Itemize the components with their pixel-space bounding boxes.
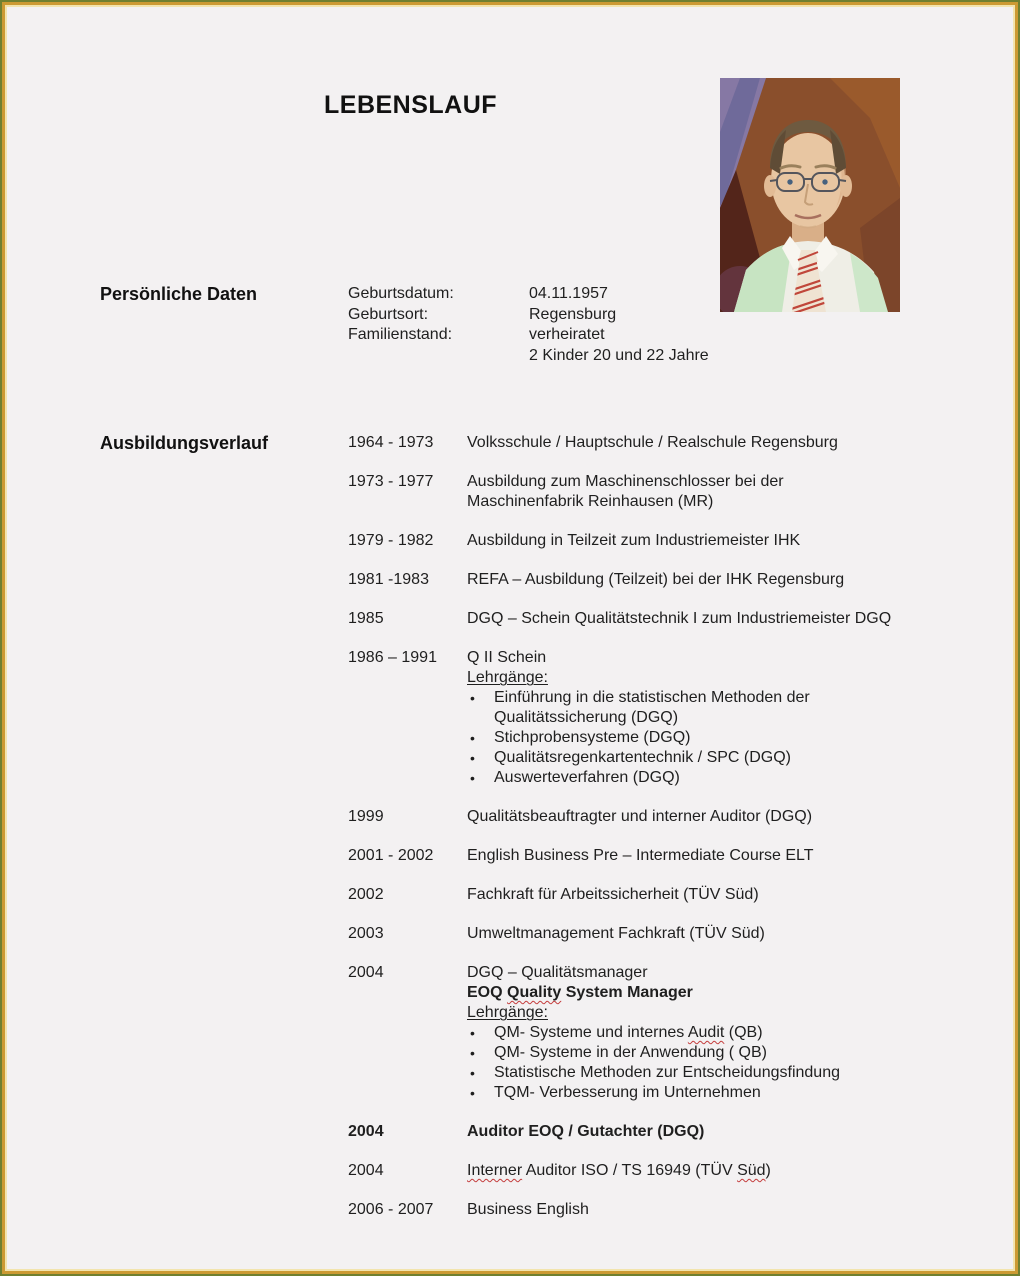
- education-entry: [348, 807, 960, 827]
- text-part: (QB): [724, 1024, 763, 1041]
- entry-text: REFA – Ausbildung (Teilzeit) bei der IHK Regensburg: [467, 571, 845, 588]
- entry-text: Q II Schein: [467, 649, 547, 666]
- entry-text: Fachkraft für Arbeitssicherheit (TÜV Süd): [467, 886, 759, 903]
- entry-period: 2004: [348, 1123, 384, 1140]
- text-part: System Manager: [561, 984, 693, 1001]
- entry-text: [467, 983, 960, 1003]
- bullet-item: [467, 728, 960, 748]
- entry-period: 2002: [348, 886, 384, 903]
- education-entry: [348, 1161, 960, 1181]
- education-entry: [348, 963, 960, 1103]
- cv-page: [7, 7, 1013, 1269]
- bullet-item: [467, 768, 960, 788]
- entry-text: Einführung in die statistischen Methoden der: [494, 689, 810, 706]
- text-part: Auditor ISO / TS 16949 (TÜV: [522, 1162, 738, 1179]
- education-entry: [348, 885, 960, 905]
- personal-data-section: [100, 284, 900, 366]
- bullet-item: [467, 1023, 960, 1043]
- entry-period: 2001 - 2002: [348, 847, 434, 864]
- entry-text: Statistische Methoden zur Entscheidungsfindung: [494, 1064, 840, 1081]
- field-label: [348, 346, 529, 367]
- text-part: QM- Systeme und internes: [494, 1024, 688, 1041]
- entry-sublabel: [467, 1003, 960, 1023]
- misspelled-word: Quality: [507, 984, 562, 1001]
- entry-period: 1973 - 1977: [348, 473, 434, 490]
- bullet-item: [467, 688, 960, 728]
- bullet-icon: •: [470, 730, 475, 746]
- entry-period: 1999: [348, 808, 384, 825]
- portrait-photo: [720, 78, 900, 312]
- entry-text: Stichprobensysteme (DGQ): [494, 729, 691, 746]
- education-entry: [348, 1122, 960, 1142]
- bullet-icon: •: [470, 1025, 475, 1041]
- bullet-icon: •: [470, 690, 475, 706]
- misspelled-word: Audit: [687, 1024, 725, 1041]
- education-entry: [348, 472, 960, 512]
- misspelled-word: Interner: [467, 1162, 523, 1179]
- education-entry: [348, 433, 960, 453]
- field-value: 2 Kinder 20 und 22 Jahre: [529, 346, 709, 364]
- education-entries: [348, 433, 960, 1220]
- entry-text: DGQ – Qualitätsmanager: [467, 964, 648, 981]
- misspelled-word: Süd: [737, 1162, 766, 1179]
- underlined-label: Lehrgänge:: [467, 1004, 548, 1021]
- entry-text: Qualitätssicherung (DGQ): [494, 709, 679, 726]
- education-entry: [348, 924, 960, 944]
- education-entry: [348, 609, 960, 629]
- bullet-item: [467, 748, 960, 768]
- entry-text: Business English: [467, 1201, 589, 1218]
- bullet-icon: •: [470, 770, 475, 786]
- entry-sublabel: [467, 668, 960, 688]
- section-heading-education: Ausbildungsverlauf: [100, 433, 269, 453]
- entry-text: Qualitätsregenkartentechnik / SPC (DGQ): [494, 749, 792, 766]
- field-value: Regensburg: [529, 305, 617, 323]
- personal-fields: [348, 284, 900, 366]
- entry-text: Ausbildung in Teilzeit zum Industriemeister IHK: [467, 532, 801, 549]
- entry-text: QM- Systeme in der Anwendung ( QB): [494, 1044, 767, 1061]
- entry-text: Maschinenfabrik Reinhausen (MR): [467, 493, 714, 510]
- entry-period: 1981 -1983: [348, 571, 429, 588]
- bullet-icon: •: [470, 1065, 475, 1081]
- field-label: Familienstand:: [348, 326, 453, 343]
- entry-period: 1986 – 1991: [348, 649, 437, 666]
- education-entry: [348, 531, 960, 551]
- entry-period: 1964 - 1973: [348, 434, 434, 451]
- entry-text: Auswerteverfahren (DGQ): [494, 769, 680, 786]
- entry-period: 1985: [348, 610, 384, 627]
- field-label: Geburtsort:: [348, 305, 429, 323]
- entry-text: Auditor EOQ / Gutachter (DGQ): [467, 1123, 705, 1140]
- entry-text: Volksschule / Hauptschule / Realschule Regensburg: [467, 434, 838, 451]
- text-part: EOQ: [467, 984, 508, 1001]
- entry-text: DGQ – Schein Qualitätstechnik I zum Industriemeister DGQ: [467, 610, 892, 627]
- entry-text: [494, 1023, 763, 1043]
- page-title: LEBENSLAUF: [324, 91, 498, 119]
- bullet-item: [467, 1083, 960, 1103]
- portrait-illustration: [720, 78, 900, 312]
- education-entry: [348, 570, 960, 590]
- entry-period: 2003: [348, 925, 384, 942]
- entry-period: 2004: [348, 964, 384, 981]
- bullet-item: [467, 1043, 960, 1063]
- education-section: [100, 433, 960, 1239]
- education-entry: [348, 1200, 960, 1220]
- entry-text: TQM- Verbesserung im Unternehmen: [494, 1084, 761, 1101]
- section-heading-personal: Persönliche Daten: [100, 284, 258, 304]
- entry-text: Ausbildung zum Maschinenschlosser bei der: [467, 473, 784, 490]
- bullet-icon: •: [470, 750, 475, 766]
- education-entry: [348, 846, 960, 866]
- field-value: 04.11.1957: [529, 285, 608, 302]
- entry-text: Qualitätsbeauftragter und interner Auditor (DGQ): [467, 808, 813, 825]
- field-label: Geburtsdatum:: [348, 285, 454, 302]
- education-entry: [348, 648, 960, 788]
- entry-period: 2006 - 2007: [348, 1201, 434, 1218]
- bullet-icon: •: [470, 1085, 475, 1101]
- entry-period: 1979 - 1982: [348, 532, 434, 549]
- underlined-label: Lehrgänge:: [467, 669, 548, 686]
- bullet-item: [467, 1063, 960, 1083]
- entry-text: English Business Pre – Intermediate Course ELT: [467, 847, 814, 864]
- text-part: ): [765, 1162, 771, 1179]
- entry-period: 2004: [348, 1162, 384, 1179]
- field-value: verheiratet: [529, 326, 605, 343]
- entry-text: [467, 1161, 960, 1181]
- bullet-icon: •: [470, 1045, 475, 1061]
- entry-text: Umweltmanagement Fachkraft (TÜV Süd): [467, 925, 765, 942]
